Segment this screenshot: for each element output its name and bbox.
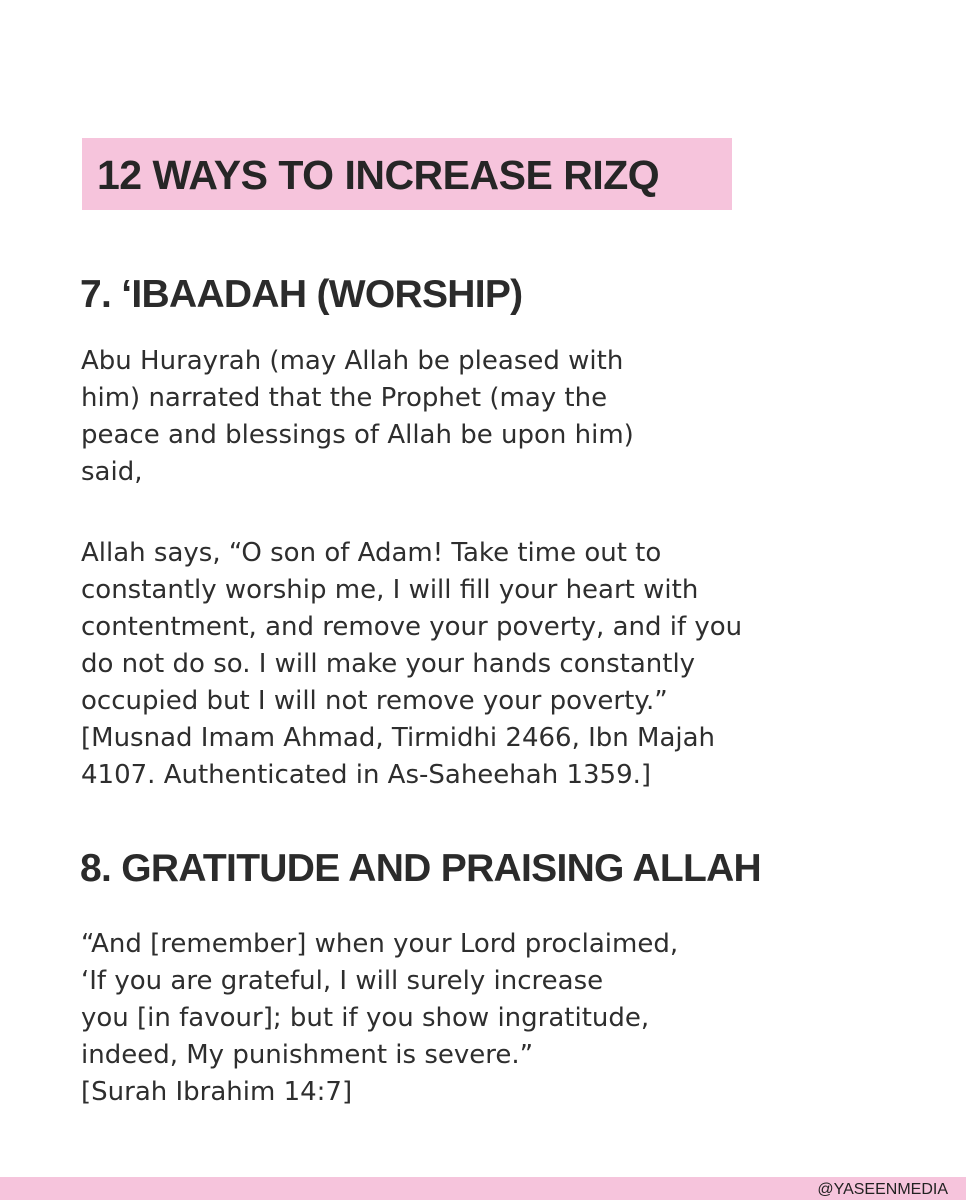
citation-line: 4107. Authenticated in As-Saheehah 1359.] [81,760,652,790]
quran-verse-paragraph [81,926,678,1111]
text-line: do not do so. I will make your hands constantly [81,649,696,679]
hadith-intro-paragraph [81,343,634,491]
text-line: “And [remember] when your Lord proclaimed, [81,929,679,959]
text-line: occupied but I will not remove your poverty.” [81,686,668,716]
text-line: contentment, and remove your poverty, and if you [81,612,743,642]
citation-line: [Surah Ibrahim 14:7] [81,1077,353,1107]
text-line: you [in favour]; but if you show ingratitude, [81,1003,650,1033]
text-line: ‘If you are grateful, I will surely increase [81,966,604,996]
text-line: him) narrated that the Prophet (may the [81,383,608,413]
section-heading-gratitude: 8. GRATITUDE AND PRAISING ALLAH [80,847,762,890]
footer-handle: @YASEENMEDIA [817,1181,948,1198]
text-line: constantly worship me, I will fill your heart with [81,575,699,605]
text-line: Allah says, “O son of Adam! Take time out to [81,538,662,568]
text-line: said, [81,457,143,487]
text-line: peace and blessings of Allah be upon him) [81,420,634,450]
hadith-quote-paragraph [81,535,742,794]
page-title: 12 WAYS TO INCREASE RIZQ [97,152,660,198]
text-line: indeed, My punishment is severe.” [81,1040,534,1070]
section-heading-ibaadah: 7. ‘IBAADAH (WORSHIP) [80,273,523,316]
text-line: Abu Hurayrah (may Allah be pleased with [81,346,624,376]
citation-line: [Musnad Imam Ahmad, Tirmidhi 2466, Ibn Majah [81,723,716,753]
